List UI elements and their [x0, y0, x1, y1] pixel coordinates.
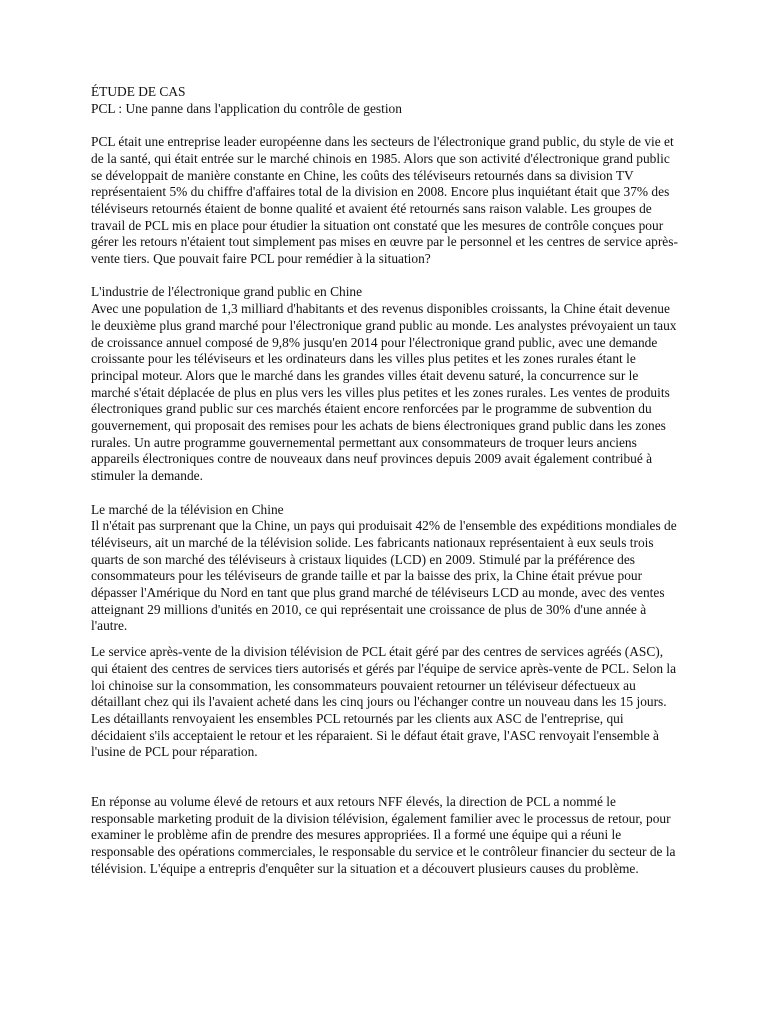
document-page	[91, 84, 679, 878]
service-paragraph: Le service après-vente de la division télévision de PCL était géré par des centres de services agréés (ASC), qui étaient des centres de services tiers autorisés et gérés par l'équipe de service après-vente de PCL. Selon la loi chinoise sur la consommation, les consommateurs pouvaient retourner un téléviseur défectueux au détaillant chez qui ils l'avaient acheté dans les cinq jours ou l'échanger contre un nouveau dans les 15 jours. Les détaillants renvoyaient les ensembles PCL retournés par les clients aux ASC de l'entreprise, qui décidaient s'ils acceptaient le retour et les réparaient. Si le défaut était grave, l'ASC renvoyait l'ensemble à l'usine de PCL pour réparation.	[91, 644, 677, 760]
case-study-label: ÉTUDE DE CAS	[91, 84, 186, 99]
document-title: PCL : Une panne dans l'application du contrôle de gestion	[91, 100, 402, 116]
section-heading: L'industrie de l'électronique grand public en Chine	[91, 284, 363, 300]
section-body: Avec une population de 1,3 milliard d'habitants et des revenus disponibles croissants, la Chine était devenue le deuxième plus grand marché pour l'électronique grand public au monde. Les analystes prévoyaient un taux de croissance annuel composé de 9,8% jusqu'en 2014 pour l'électronique grand public, avec une demande croissante pour les téléviseurs et les ordinateurs dans les villes plus petites et les zones rurales étant le principal moteur. Alors que le marché dans les grandes villes était devenu saturé, la concurrence sur le marché s'était déplacée de plus en plus vers les villes plus petites et les zones rurales. Les ventes de produits électroniques grand public sur ces marchés étaient encore renforcées par le programme de subvention du gouvernement, qui proposait des remises pour les achats de biens électroniques grand public dans les zones rurales. Un autre programme gouvernemental permettant aux consommateurs de troquer leurs anciens appareils électroniques contre de nouveaux dans neuf provinces depuis 2009 avait également contribué à stimuler la demande.	[91, 301, 677, 484]
section-industry	[91, 284, 679, 484]
section-heading: Le marché de la télévision en Chine	[91, 501, 284, 517]
section-tv-market	[91, 502, 679, 636]
response-paragraph: En réponse au volume élevé de retours et aux retours NFF élevés, la direction de PCL a nommé le responsable marketing produit de la division télévision, également familier avec le processus de retour, pour examiner le problème afin de prendre des mesures appropriées. Il a formé une équipe qui a réuni le responsable des opérations commerciales, le responsable du service et le contrôleur financier du secteur de la télévision. L'équipe a entrepris d'enquêter sur la situation et a découvert plusieurs causes du problème.	[91, 794, 676, 876]
intro-paragraph: PCL était une entreprise leader européenne dans les secteurs de l'électronique grand public, du style de vie et de la santé, qui était entrée sur le marché chinois en 1985. Alors que son activité d'électronique grand public se développait de manière constante en Chine, les coûts des téléviseurs retournés dans sa division TV représentaient 5% du chiffre d'affaires total de la division en 2008. Encore plus inquiétant était que 37% des téléviseurs retournés étaient de bonne qualité et avaient été retournés sans raison valable. Les groupes de travail de PCL mis en place pour étudier la situation ont constaté que les mesures de contrôle conçues pour gérer les retours n'étaient tout simplement pas mises en œuvre par le personnel et les centres de service après-vente tiers. Que pouvait faire PCL pour remédier à la situation?	[91, 134, 678, 267]
section-body: Il n'était pas surprenant que la Chine, un pays qui produisait 42% de l'ensemble des expéditions mondiales de téléviseurs, ait un marché de la télévision solide. Les fabricants nationaux représentaient à eux seuls trois quarts de son marché des téléviseurs à cristaux liquides (LCD) en 2009. Stimulé par la préférence des consommateurs pour les téléviseurs de grande taille et par la baisse des prix, la Chine était prévue pour dépasser l'Amérique du Nord en tant que plus grand marché de téléviseurs LCD au monde, avec des ventes atteignant 29 millions d'unités en 2010, ce qui représentait une croissance de plus de 30% d'une année à l'autre.	[91, 518, 677, 634]
